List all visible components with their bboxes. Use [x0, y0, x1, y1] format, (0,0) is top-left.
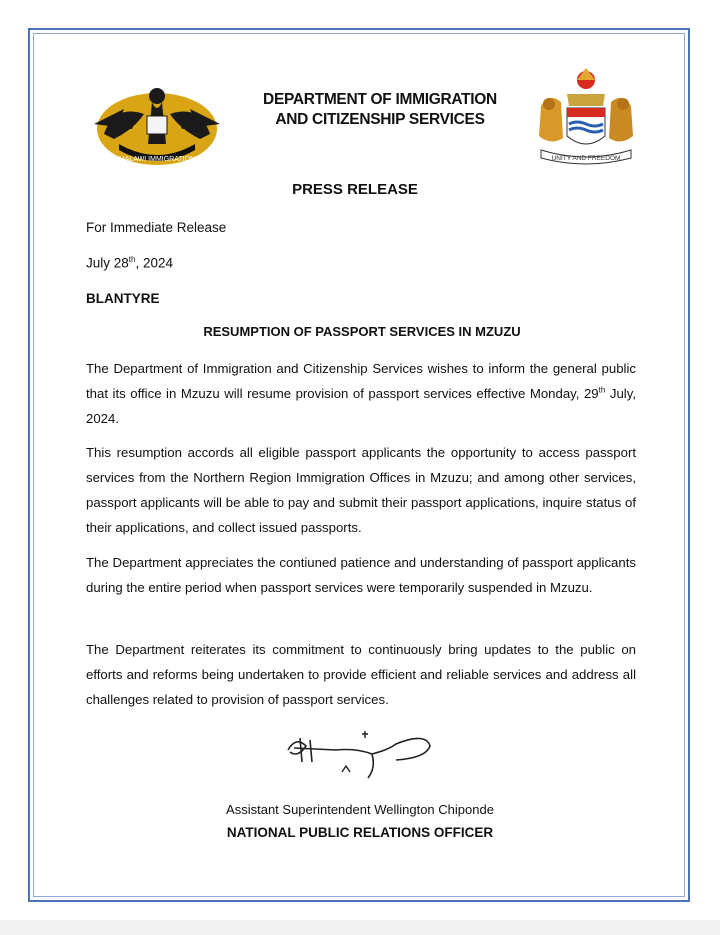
left-logo-text: MALAWI IMMIGRATION [118, 156, 196, 163]
subject-heading: RESUMPTION OF PASSPORT SERVICES IN MZUZU [203, 324, 521, 339]
signer-title: NATIONAL PUBLIC RELATIONS OFFICER [226, 825, 494, 840]
date-day: July 28 [86, 255, 129, 271]
paragraph-1-text: The Department of Immigration and Citizenship Services wishes to inform the general public that its office in Mzuzu will resume provision of passport services effective Monday, 29 [86, 361, 636, 401]
department-line-1: DEPARTMENT OF IMMIGRATION [263, 91, 497, 108]
press-release-heading: PRESS RELEASE [292, 181, 418, 198]
department-line-2: AND CITIZENSHIP SERVICES [275, 111, 485, 128]
paragraph-3: The Department appreciates the contiuned patience and understanding of passport applicants during the entire period when passport services were temporarily suspended in Mzuzu. [86, 555, 636, 595]
paragraph-1-sup: th [598, 385, 606, 395]
release-note: For Immediate Release [86, 220, 227, 235]
motto-text: UNITY AND FREEDOM [551, 155, 621, 162]
paragraph-1 [86, 356, 636, 431]
release-date [86, 255, 173, 271]
paragraph-2: This resumption accords all eligible passport applicants the opportunity to access passport services from the Northern Region Immigration Offices in Mzuzu; and among other services, passport applicants will be able to pay and submit their passport applications, inquire status of their applications, and collect issued passports. [86, 445, 636, 535]
paragraph-4: The Department reiterates its commitment to continuously bring updates to the public on efforts and reforms being undertaken to provide efficient and reliable services and address all challenges related to provision of passport services. [86, 642, 636, 707]
malawi-immigration-logo [84, 74, 230, 174]
date-suffix: th [128, 255, 136, 264]
signer-name: Assistant Superintendent Wellington Chiponde [226, 802, 494, 817]
city: BLANTYRE [86, 291, 160, 306]
paragraph-1-end: July, 2024. [86, 386, 636, 426]
signature [276, 728, 446, 788]
department-heading [210, 90, 550, 130]
date-year: , 2024 [135, 255, 173, 271]
